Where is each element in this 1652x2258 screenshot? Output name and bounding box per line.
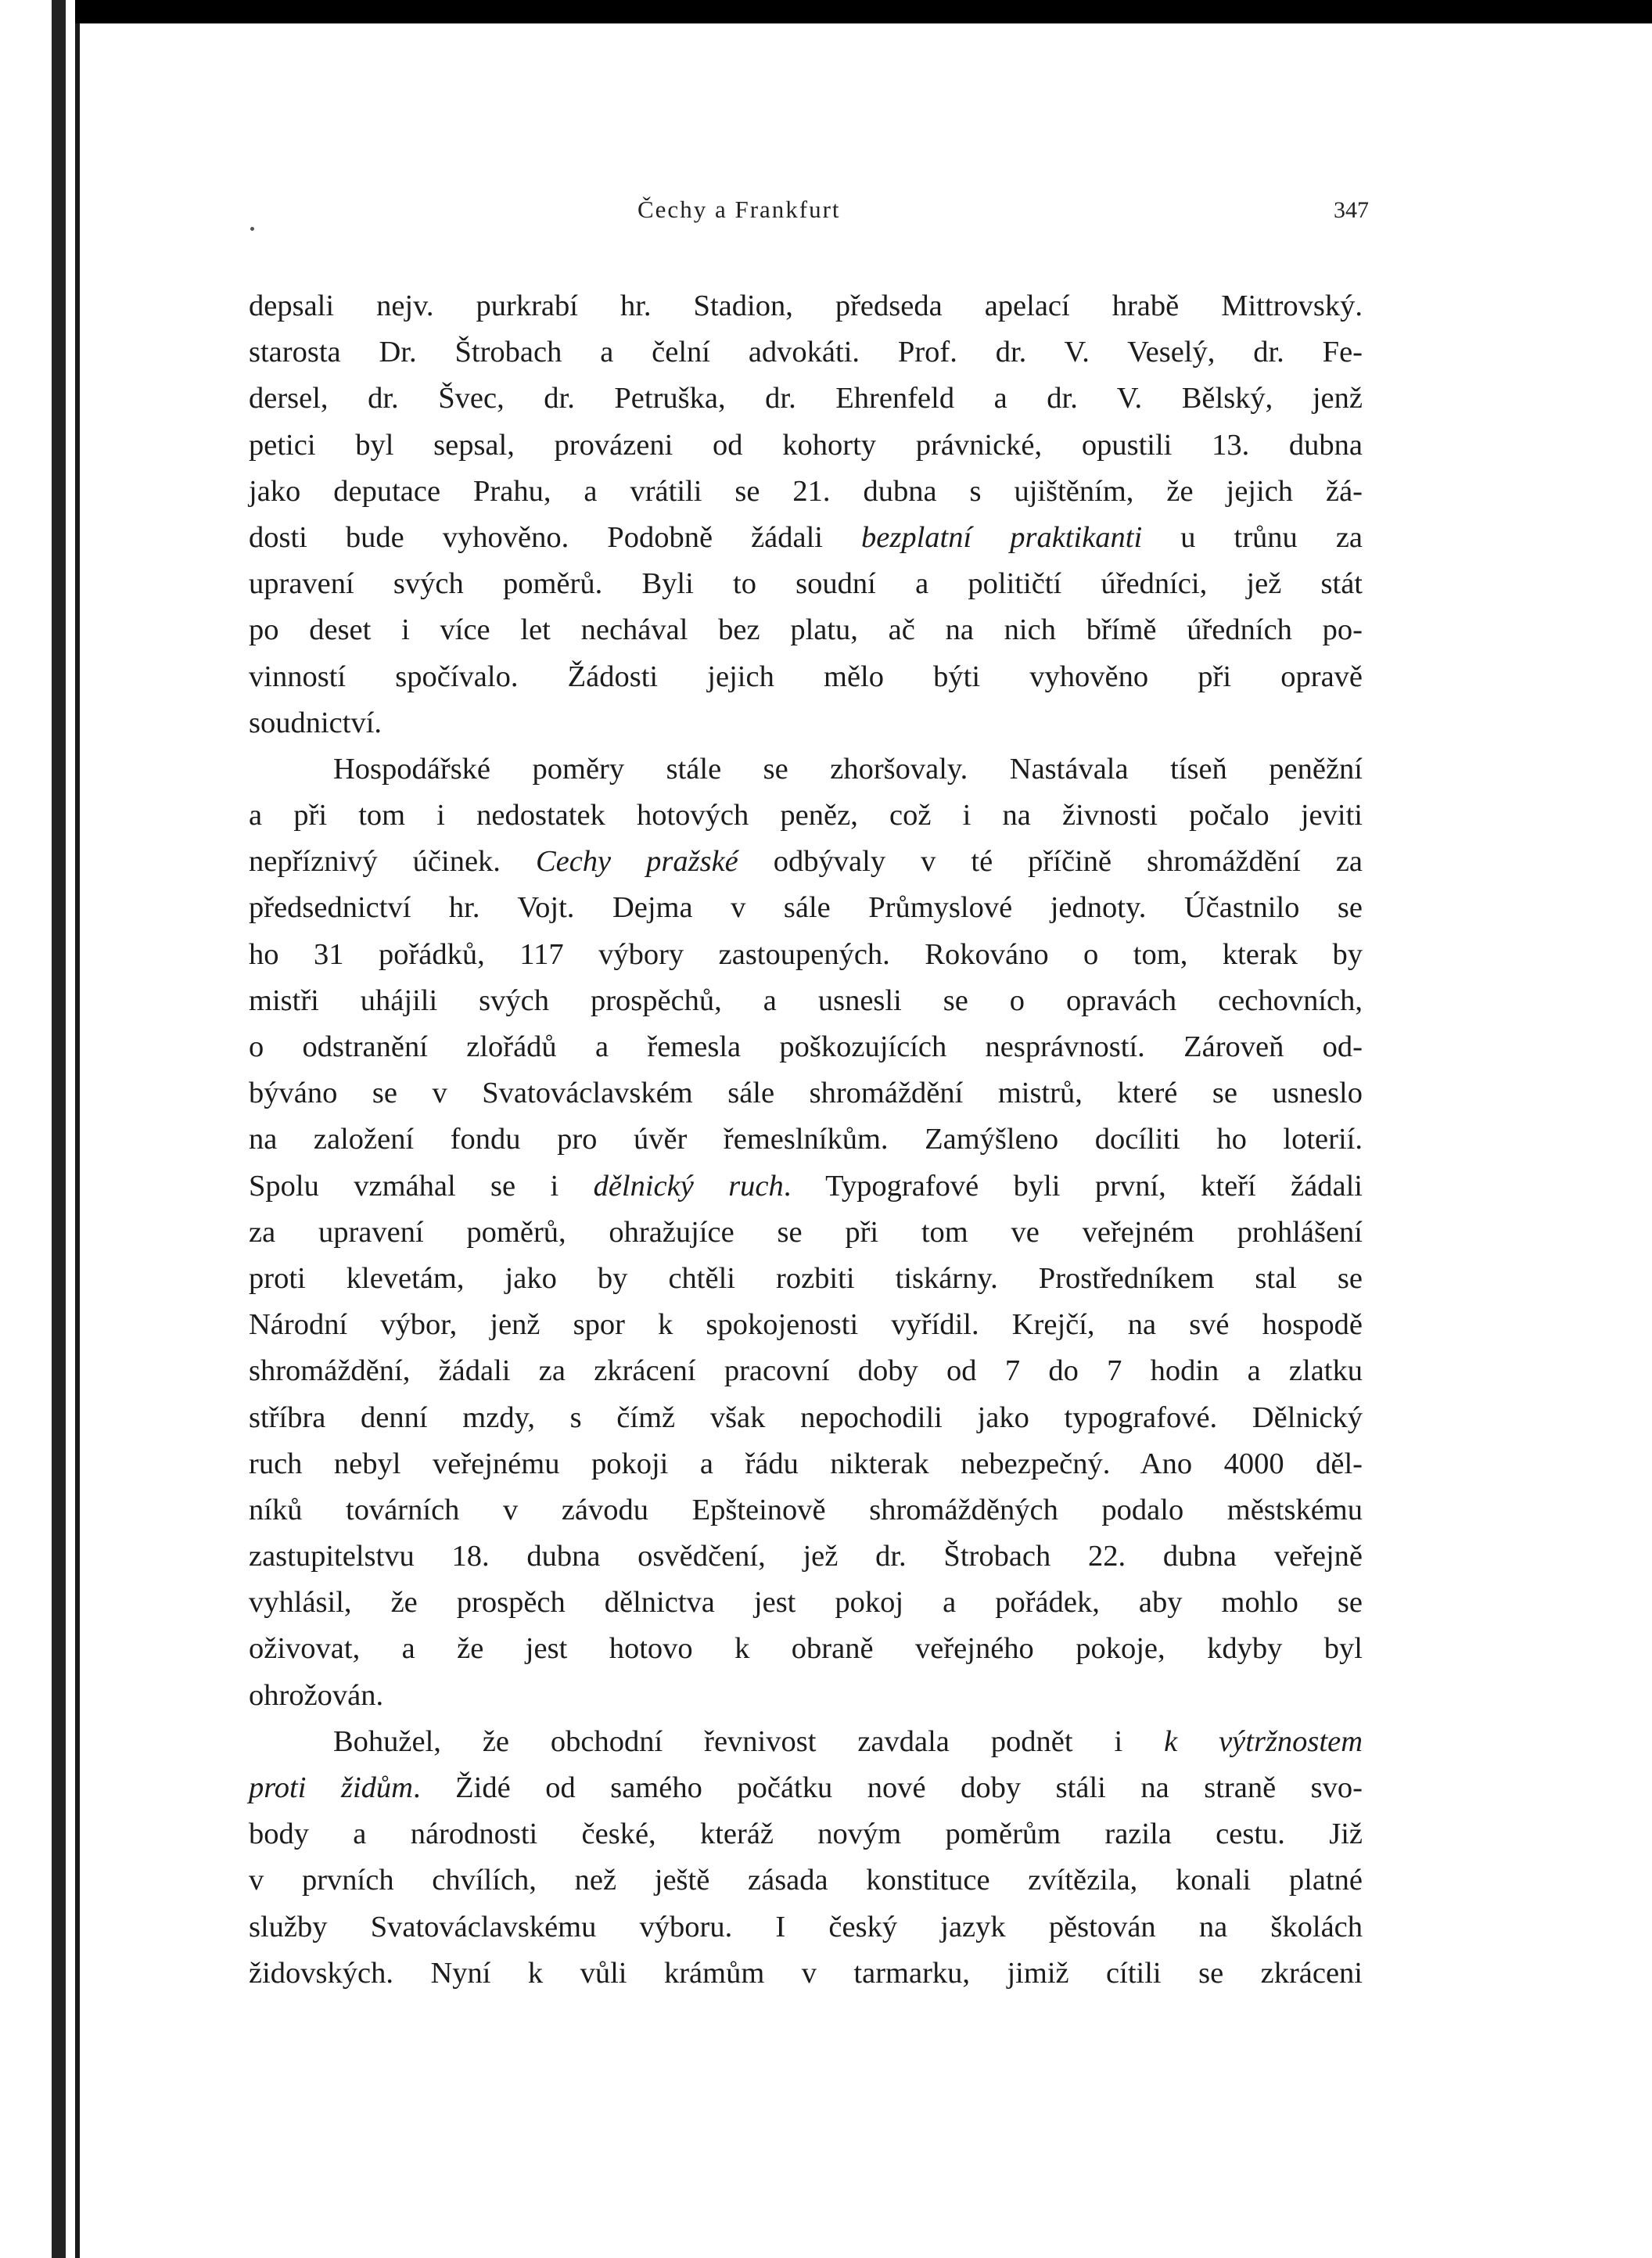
text-line: býváno se v Svatováclavském sále shromáždění mistrů, které se usneslo (249, 1077, 1363, 1110)
scan-left-margin (0, 0, 75, 2258)
text-line: Hospodářské poměry stále se zhoršovaly. Nastávala tíseň peněžní (333, 752, 1363, 786)
text-line: předsednictví hr. Vojt. Dejma v sále Průmyslové jednoty. Účastnilo se (249, 891, 1363, 925)
previous-page-edge (52, 0, 66, 2258)
text-line: ho 31 pořádků, 117 výbory zastoupených. Rokováno o tom, kterak by (249, 937, 1363, 971)
italic-phrase: Cechy pražské (535, 845, 738, 879)
text-segment: Spolu vzmáhal se i (249, 1169, 594, 1203)
text-line: jako deputace Prahu, a vrátili se 21. dubna s ujištěním, že jejich žá- (249, 474, 1363, 508)
text-line: petici byl sepsal, provázeni od kohorty právnické, opustili 13. dubna (249, 428, 1363, 462)
italic-phrase: dělnický ruch (593, 1169, 784, 1203)
text-line: shromáždění, žádali za zkrácení pracovní doby od 7 do 7 hodin a zlatku (249, 1354, 1363, 1388)
text-line (249, 839, 1363, 885)
text-line: za upravení poměrů, ohražujíce se při tom ve veřejném prohlášení (249, 1215, 1363, 1249)
text-line: ohrožován. (249, 1678, 384, 1712)
text-line: o odstranění zlořádů a řemesla poškozujících nesprávností. Zároveň od- (249, 1030, 1363, 1063)
text-line (249, 1765, 1363, 1811)
italic-phrase: bezplatní praktikanti (861, 520, 1143, 554)
text-line: starosta Dr. Štrobach a čelní advokáti. Prof. dr. V. Veselý, dr. Fe- (249, 336, 1363, 369)
text-line: proti klevetám, jako by chtěli rozbiti tiskárny. Prostředníkem stal se (249, 1261, 1363, 1295)
print-speck (250, 227, 254, 231)
text-line: židovských. Nyní k vůli krámům v tarmarku, jimiž cítili se zkráceni (249, 1956, 1363, 1990)
text-line: soudnictví. (249, 706, 382, 739)
text-line: zastupitelstvu 18. dubna osvědčení, jež dr. Štrobach 22. dubna veřejně (249, 1540, 1363, 1573)
scan-top-border (0, 0, 1652, 23)
text-line (249, 1719, 1363, 1765)
text-line: v prvních chvílích, než ještě zásada konstituce zvítězila, konali platné (249, 1864, 1363, 1897)
text-line: body a národnosti české, kteráž novým poměrům razila cestu. Již (249, 1818, 1363, 1851)
text-line (249, 515, 1363, 561)
page-number: 347 (1334, 197, 1369, 223)
text-line: stříbra denní mzdy, s čímž však nepochodili jako typografové. Dělnický (249, 1400, 1363, 1434)
text-segment: . Typografové byli první, kteří žádali (783, 1169, 1363, 1203)
text-line: mistři uhájili svých prospěchů, a usnesli se o opravách cechovních, (249, 983, 1363, 1017)
text-segment: u trůnu za (1142, 520, 1363, 554)
text-segment: nepříznivý účinek. (249, 845, 536, 879)
text-line: vyhlásil, že prospěch dělnictva jest pokoj a pořádek, aby mohlo se (249, 1586, 1363, 1620)
body-text (249, 283, 1363, 1997)
text-line: dersel, dr. Švec, dr. Petruška, dr. Ehrenfeld a dr. V. Bělský, jenž (249, 382, 1363, 415)
text-line: po deset i více let nechával bez platu, ač na nich břímě úředních po- (249, 613, 1363, 647)
text-segment: . Židé od samého počátku nové doby stáli na straně svo- (412, 1771, 1363, 1804)
text-line: oživovat, a že jest hotovo k obraně veřejného pokoje, kdyby byl (249, 1632, 1363, 1666)
text-line: a při tom i nedostatek hotových peněz, což i na živnosti počalo jeviti (249, 799, 1363, 832)
text-line: upravení svých poměrů. Byli to soudní a političtí úředníci, jež stát (249, 567, 1363, 601)
running-title: Čechy a Frankfurt (637, 196, 841, 223)
text-line: ruch nebyl veřejnému pokoji a řádu nikterak nebezpečný. Ano 4000 děl- (249, 1447, 1363, 1480)
text-line: depsali nejv. purkrabí hr. Stadion, předseda apelací hrabě Mittrovský. (249, 289, 1363, 322)
text-line: níků továrních v závodu Epšteinově shromážděných podalo městskému (249, 1493, 1363, 1526)
text-segment: dosti bude vyhověno. Podobně žádali (249, 520, 862, 554)
text-line: Národní výbor, jenž spor k spokojenosti vyřídil. Krejčí, na své hospodě (249, 1308, 1363, 1342)
italic-phrase: k výtržnostem (1164, 1724, 1363, 1758)
text-line: vinností spočívalo. Žádosti jejich mělo býti vyhověno při opravě (249, 660, 1363, 693)
text-segment: odbývaly v té příčině shromáždění za (738, 845, 1363, 879)
text-line: na založení fondu pro úvěr řemeslníkům. Zamýšleno docíliti ho loterií. (249, 1123, 1363, 1156)
text-line (249, 1163, 1363, 1210)
page-header (196, 196, 1369, 227)
italic-phrase: proti židům (249, 1771, 413, 1804)
text-segment: Bohužel, že obchodní řevnivost zavdala podnět i (333, 1724, 1165, 1758)
text-line: služby Svatováclavskému výboru. I český jazyk pěstován na školách (249, 1910, 1363, 1943)
